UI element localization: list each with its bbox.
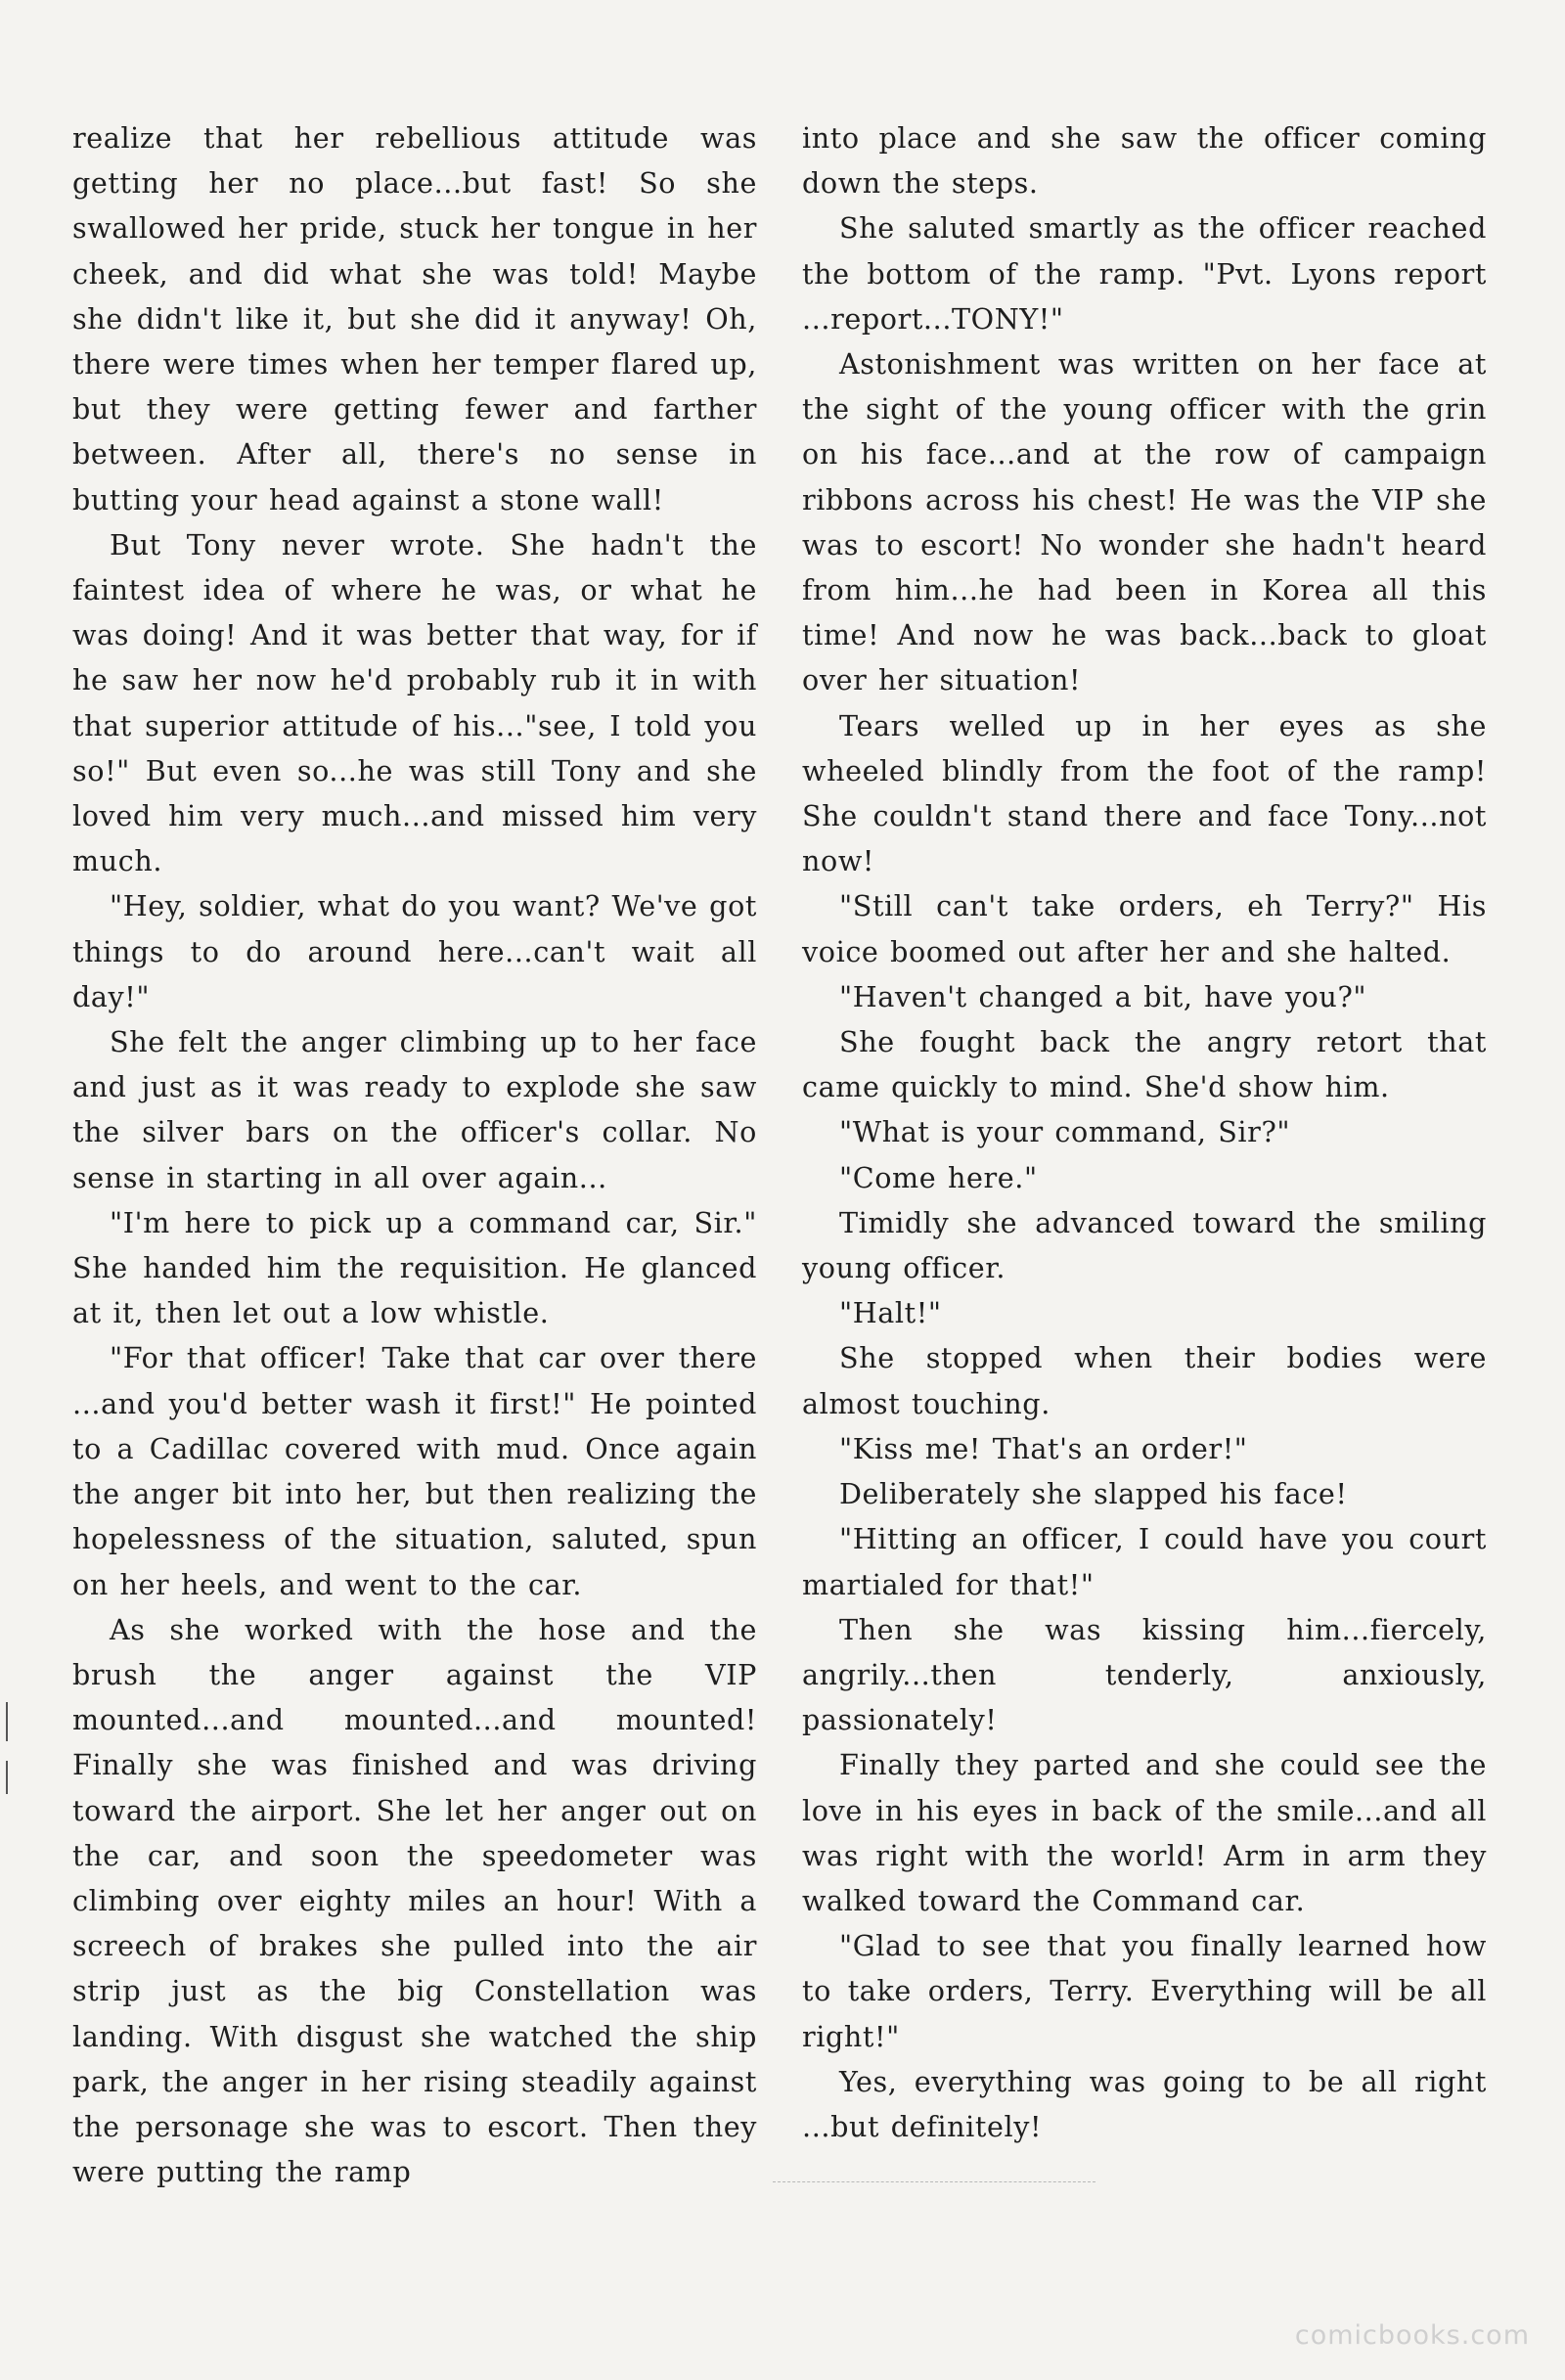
paragraph: "Kiss me! That's an order!" (839, 1431, 1248, 1465)
paragraph: "Come here." (839, 1160, 1038, 1194)
paragraph: Then she was kissing him...fiercely, angrily...then tenderly, anxiously, passionately! (802, 1612, 1487, 1737)
site-watermark: comicbooks.com (1294, 2320, 1530, 2351)
paragraph: She fought back the angry retort that came quickly to mind. She'd show him. (802, 1025, 1487, 1104)
paragraph: "I'm here to pick up a command car, Sir." She handed him the requisition. He glanced at it, then let out a low whistle. (72, 1205, 757, 1330)
paragraph: Deliberately she slapped his face! (839, 1477, 1348, 1511)
left-text-column (72, 115, 757, 2194)
paragraph: "Hey, soldier, what do you want? We've got things to do around here...can't wait all day!" (72, 889, 757, 1013)
scan-margin-mark (6, 1761, 8, 1794)
paragraph: "Halt!" (839, 1296, 942, 1330)
paragraph: She felt the anger climbing up to her face and just as it was ready to explode she saw the silver bars on the officer's collar. No sense in starting in all over again... (72, 1025, 757, 1194)
paragraph: "What is your command, Sir?" (839, 1115, 1291, 1149)
paragraph: Finally they parted and she could see the love in his eyes in back of the smile...and all was right with the world! Arm in arm they walked toward the Command car. (802, 1748, 1487, 1917)
paragraph: She stopped when their bodies were almost touching. (802, 1341, 1487, 1420)
paragraph: realize that her rebellious attitude was getting her no place...but fast! So she swallowed her pride, stuck her tongue in her cheek, and did what she was told! Maybe she didn't like it, but she did it anyway! Oh, there were times when her temper flared up, but they were getting fewer and farther between. After all, there's no sense in butting your head against a stone wall! (72, 121, 757, 516)
end-dash-line (773, 2181, 1096, 2182)
paragraph: "Hitting an officer, I could have you court martialed for that!" (802, 1522, 1487, 1601)
paragraph: She saluted smartly as the officer reached the bottom of the ramp. "Pvt. Lyons report ...report...TONY!" (802, 211, 1487, 336)
paragraph: Yes, everything was going to be all right ...but definitely! (802, 2064, 1487, 2143)
paragraph: "For that officer! Take that car over there ...and you'd better wash it first!" He pointed to a Cadillac covered with mud. Once again the anger bit into her, but then realizing the hopelessness of the situation, saluted, spun on her heels, and went to the car. (72, 1341, 757, 1601)
paragraph: "Glad to see that you finally learned how to take orders, Terry. Everything will be all right!" (802, 1929, 1487, 2053)
paragraph: Timidly she advanced toward the smiling young officer. (802, 1205, 1487, 1285)
scan-margin-mark (6, 1702, 8, 1741)
paragraph: Tears welled up in her eyes as she wheeled blindly from the foot of the ramp! She couldn't stand there and face Tony...not now! (802, 708, 1487, 878)
paragraph: into place and she saw the officer coming down the steps. (802, 121, 1487, 201)
right-text-column (802, 115, 1487, 2149)
paragraph: "Still can't take orders, eh Terry?" His voice boomed out after her and she halted. (802, 889, 1487, 968)
paragraph: As she worked with the hose and the brush the anger against the VIP mounted...and mounted...and mounted! Finally she was finished and was driving toward the airport. She let her anger out on the car, and soon the speedometer was climbing over eighty miles an hour! With a screech of brakes she pulled into the air strip just as the big Constellation was landing. With disgust she watched the ship park, the anger in her rising steadily against the personage she was to escort. Then they were putting the ramp (72, 1612, 757, 2189)
paragraph: But Tony never wrote. She hadn't the faintest idea of where he was, or what he was doing! And it was better that way, for if he saw her now he'd probably rub it in with that superior attitude of his..."see, I told you so!" But even so...he was still Tony and she loved him very much...and missed him very much. (72, 527, 757, 878)
paragraph: Astonishment was written on her face at the sight of the young officer with the grin on his face...and at the row of campaign ribbons across his chest! He was the VIP she was to escort! No wonder she hadn't heard from him...he had been in Korea all this time! And now he was back...back to gloat over her situation! (802, 347, 1487, 697)
paragraph: "Haven't changed a bit, have you?" (839, 979, 1367, 1013)
